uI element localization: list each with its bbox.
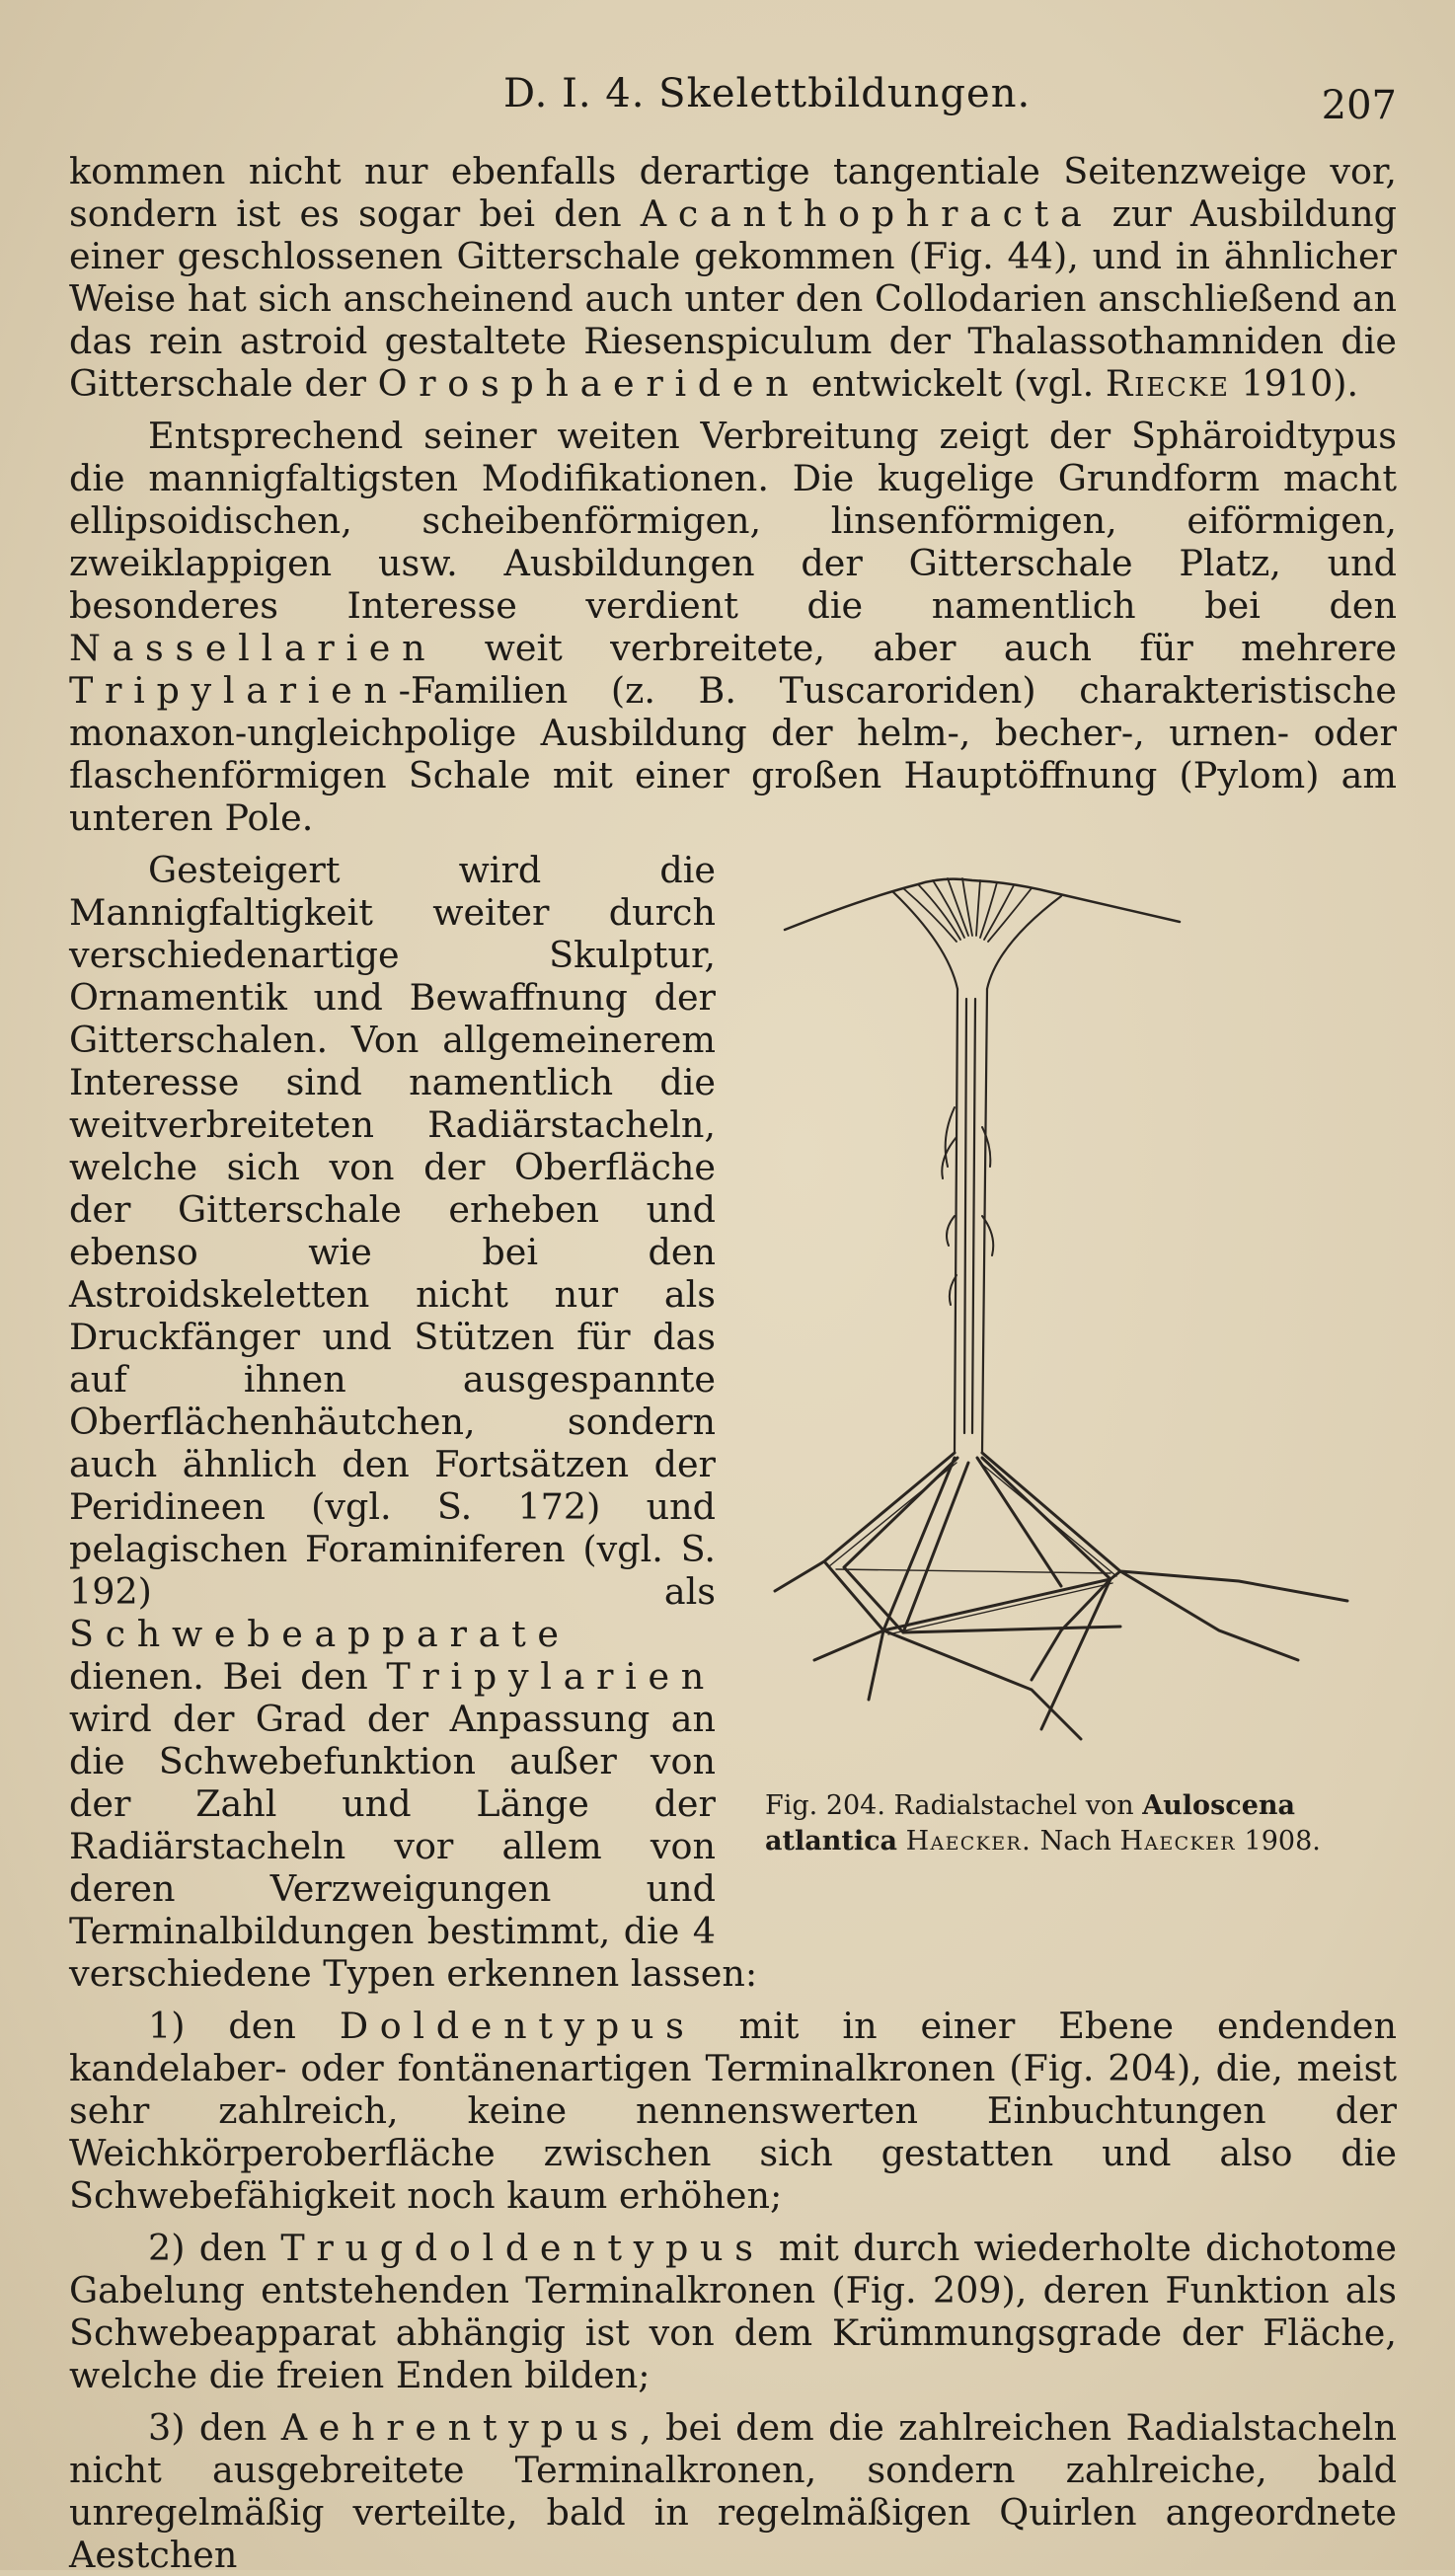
list-item-1: 1) den Doldentypus mit in einer Ebene endenden kandelaber- oder fontänenartigen Terminalkronen (Fig. 204), die, meist sehr zahlreich, keine nennenswerten Einbuchtungen der Weichkörperoberfläche zwischen sich gestatten und also die Schwebefähigkeit noch kaum erhöhen; xyxy=(69,2005,1397,2217)
page-header xyxy=(69,71,1397,130)
author-citation: Riecke xyxy=(1105,362,1230,405)
crown-ribs xyxy=(903,878,1032,942)
caption-genus: Auloscena xyxy=(1142,1790,1296,1821)
paragraph-1: kommen nicht nur ebenfalls derartige tangentiale Seitenzweige vor, sondern ist es sogar bei den Acanthophracta zur Ausbildung einer geschlossenen Gitterschale gekommen (Fig. 44), und in ähnlicher Weise hat sich anscheinend auch unter den Collodarien anschließend an das rein astroid gestaltete Riesenspiculum der Thalassothamniden die Gitterschale der Orosphaeriden entwickelt (vgl. Riecke 1910). xyxy=(69,150,1398,405)
spine-shaft xyxy=(955,989,987,1453)
running-head: D. I. 4. Skelettbildungen. xyxy=(503,71,1032,116)
crown-cup xyxy=(893,892,1061,989)
basal-pyramid xyxy=(775,1453,1347,1739)
basal-pyramid-inner xyxy=(829,1463,1116,1634)
spaced-term: Tripylarien xyxy=(69,669,399,712)
list-item-3: 3) den Aehrentypus, bei dem die zahlreichen Radialstacheln nicht ausgebreitete Terminalkronen, sondern zahlreiche, bald unregelmäßig verteilte, bald in regelmäßigen Quirlen angeordnete Aestchen xyxy=(69,2406,1397,2576)
page-number: 207 xyxy=(1321,83,1397,128)
spaced-term: Doldentypus xyxy=(339,2005,696,2047)
caption-species: atlantica xyxy=(765,1826,898,1856)
spaced-term: Aehrentypus xyxy=(280,2406,641,2449)
figure-204 xyxy=(745,841,1397,1934)
figure-caption: Fig. 204. Radialstachel von Auloscena atlantica Haecker. Nach Haecker 1908. xyxy=(765,1790,1321,1856)
spaced-term: Tripylarien xyxy=(386,1655,716,1698)
spaced-term: Acanthophracta xyxy=(640,192,1094,235)
spaced-term: Trugdoldentypus xyxy=(280,2227,765,2269)
list-item-2: 2) den Trugdoldentypus mit durch wiederholte dichotome Gabelung entstehenden Terminalkronen (Fig. 209), deren Funktion als Schwebeapparat abhängig ist von dem Krümmungsgrade der Fläche, welche die freien Enden bilden; xyxy=(69,2227,1397,2396)
paragraph-2: Entsprechend seiner weiten Verbreitung zeigt der Sphäroidtypus die mannigfaltigsten Modifikationen. Die kugelige Grundform macht ellipsoidischen, scheibenförmigen, linsenförmigen, eiförmigen, zweiklappigen usw. Ausbildungen der Gitterschale Platz, und besonderes Interesse verdient die namentlich bei den Nassellarien weit verbreitete, aber auch für mehrere Tripylarien-Familien (z. B. Tuscaroriden) charakteristische monaxon-ungleichpolige Ausbildung der helm-, becher-, urnen- oder flaschenförmigen Schale mit einer großen Hauptöffnung (Pylom) am unteren Pole. xyxy=(69,415,1397,839)
paragraph-3: Gesteigert wird die Mannigfaltigkeit weiter durch verschiedenartige Skulptur, Ornamentik und Bewaffnung der Gitterschalen. Von allgemeinerem Interesse sind namentlich die weitverbreiteten Radiärstacheln, welche sich von der Oberfläche der Gitterschale erheben und ebenso wie bei den Astroidskeletten nicht nur als Druckfänger und Stützen für das auf ihnen ausgespannte Oberflächenhäutchen, sondern auch ähnlich den Fortsätzen der Peridineen (vgl. S. 172) und pelagischen Foraminiferen (vgl. S. 192) als Schwebeapparate dienen. Bei den Tripylarien wird der Grad der Anpassung an die Schwebefunktion außer von der Zahl und Länge der Radiärstacheln vor allem von deren Verzweigungen und Terminalbildungen bestimmt, die 4 verschiedene Typen erkennen lassen: xyxy=(69,849,758,1995)
spaced-term: Orosphaeriden xyxy=(377,362,801,405)
crown-outline xyxy=(785,879,1180,930)
spaced-term: Nassellarien xyxy=(69,627,437,669)
radial-spine-illustration xyxy=(745,841,1397,1779)
spaced-term: Schwebeapparate xyxy=(69,1613,571,1655)
body-text xyxy=(69,150,1397,2576)
